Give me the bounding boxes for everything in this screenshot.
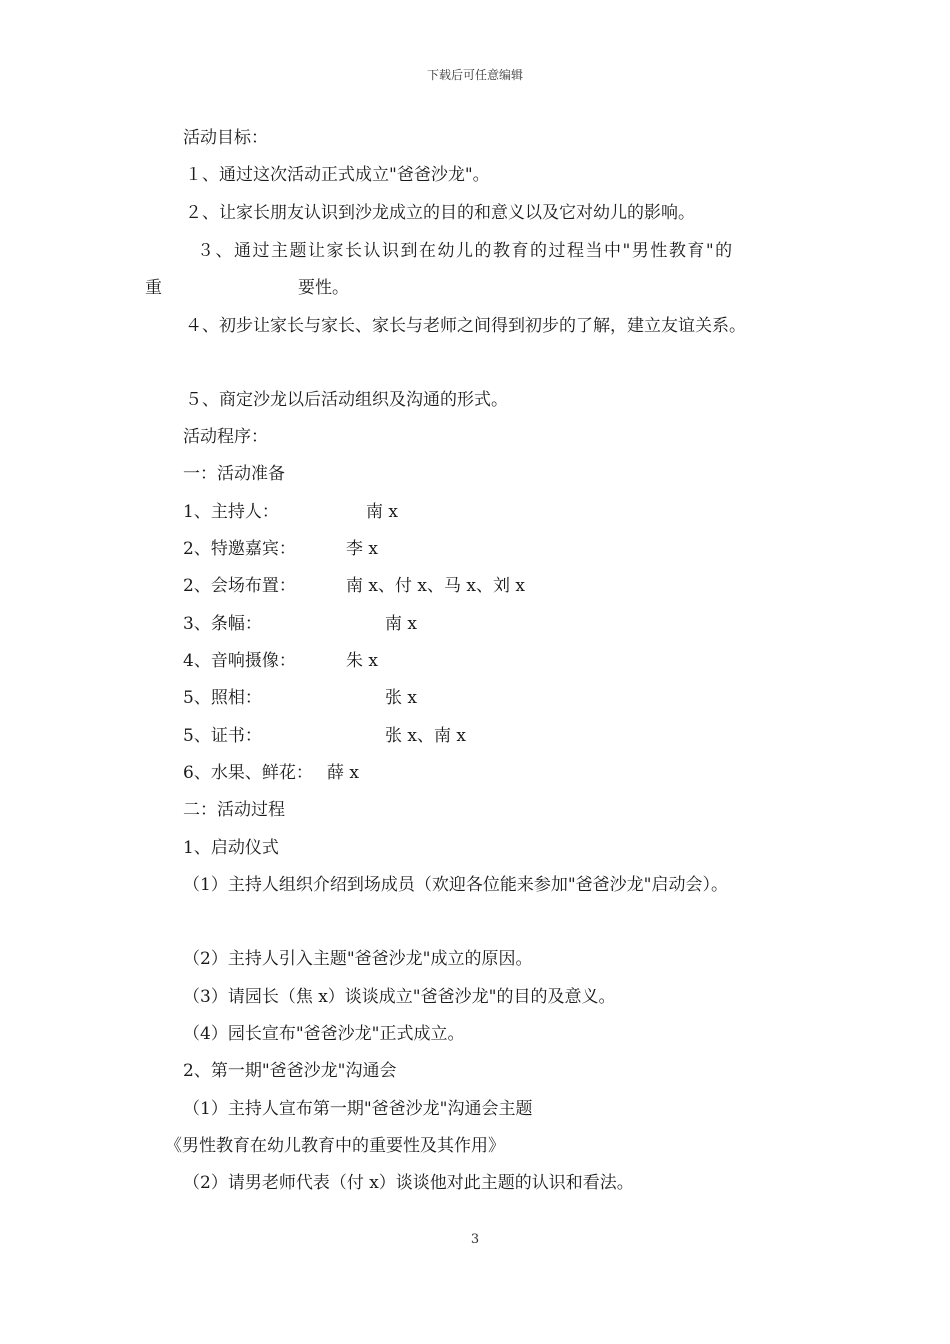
prep-value: 南 x: [385, 614, 417, 634]
process-heading: 二：活动过程: [183, 800, 285, 820]
prep-label: 6、水果、鲜花：: [183, 763, 313, 783]
goal-item-3: ３、通过主题让家长认识到在幼儿的教育的过程当中"男性教育"的: [197, 241, 734, 261]
process-item: （3）请园长（焦 x）谈谈成立"爸爸沙龙"的目的及意义。: [183, 987, 616, 1007]
page-number: 3: [470, 1232, 480, 1247]
goal-item-5: ５、商定沙龙以后活动组织及沟通的形式。: [185, 390, 508, 410]
goals-heading: 活动目标：: [183, 128, 268, 148]
process-item: （4）园长宣布"爸爸沙龙"正式成立。: [183, 1024, 465, 1044]
process-item: （1）主持人宣布第一期"爸爸沙龙"沟通会主题: [183, 1099, 533, 1119]
process-item: 《男性教育在幼儿教育中的重要性及其作用》: [165, 1136, 505, 1156]
prep-value: 南 x、付 x、马 x、刘 x: [346, 576, 525, 596]
prep-value: 朱 x: [346, 651, 378, 671]
goal-item-1: １、通过这次活动正式成立"爸爸沙龙"。: [185, 165, 490, 185]
prep-label: 2、特邀嘉宾：: [183, 539, 296, 559]
goal-item-4: ４、初步让家长与家长、家长与老师之间得到初步的了解，建立友谊关系。: [185, 316, 746, 336]
prep-heading: 一：活动准备: [183, 464, 285, 484]
prep-label: 5、证书：: [183, 726, 262, 746]
prep-label: 5、照相：: [183, 688, 262, 708]
goal-item-3-cont-a: 重: [145, 278, 162, 298]
program-heading: 活动程序：: [183, 427, 268, 447]
prep-label: 4、音响摄像：: [183, 651, 296, 671]
process-item: （2）主持人引入主题"爸爸沙龙"成立的原因。: [183, 949, 533, 969]
prep-value: 薛 x: [327, 763, 359, 783]
prep-label: 2、会场布置：: [183, 576, 296, 596]
process-item: 2、第一期"爸爸沙龙"沟通会: [183, 1061, 397, 1081]
prep-value: 李 x: [346, 539, 378, 559]
process-item: （1）主持人组织介绍到场成员（欢迎各位能来参加"爸爸沙龙"启动会）。: [183, 875, 728, 895]
prep-label: 3、条幅：: [183, 614, 262, 634]
goal-item-3-cont-b: 要性。: [298, 278, 349, 298]
goal-item-2: ２、让家长朋友认识到沙龙成立的目的和意义以及它对幼儿的影响。: [185, 203, 695, 223]
prep-value: 南 x: [366, 502, 398, 522]
process-item: 1、启动仪式: [183, 838, 279, 858]
process-item: （2）请男老师代表（付 x）谈谈他对此主题的认识和看法。: [183, 1173, 634, 1193]
page-header: 下载后可任意编辑: [426, 68, 523, 82]
prep-value: 张 x: [385, 688, 417, 708]
prep-value: 张 x、南 x: [385, 726, 466, 746]
prep-label: 1、主持人：: [183, 502, 279, 522]
